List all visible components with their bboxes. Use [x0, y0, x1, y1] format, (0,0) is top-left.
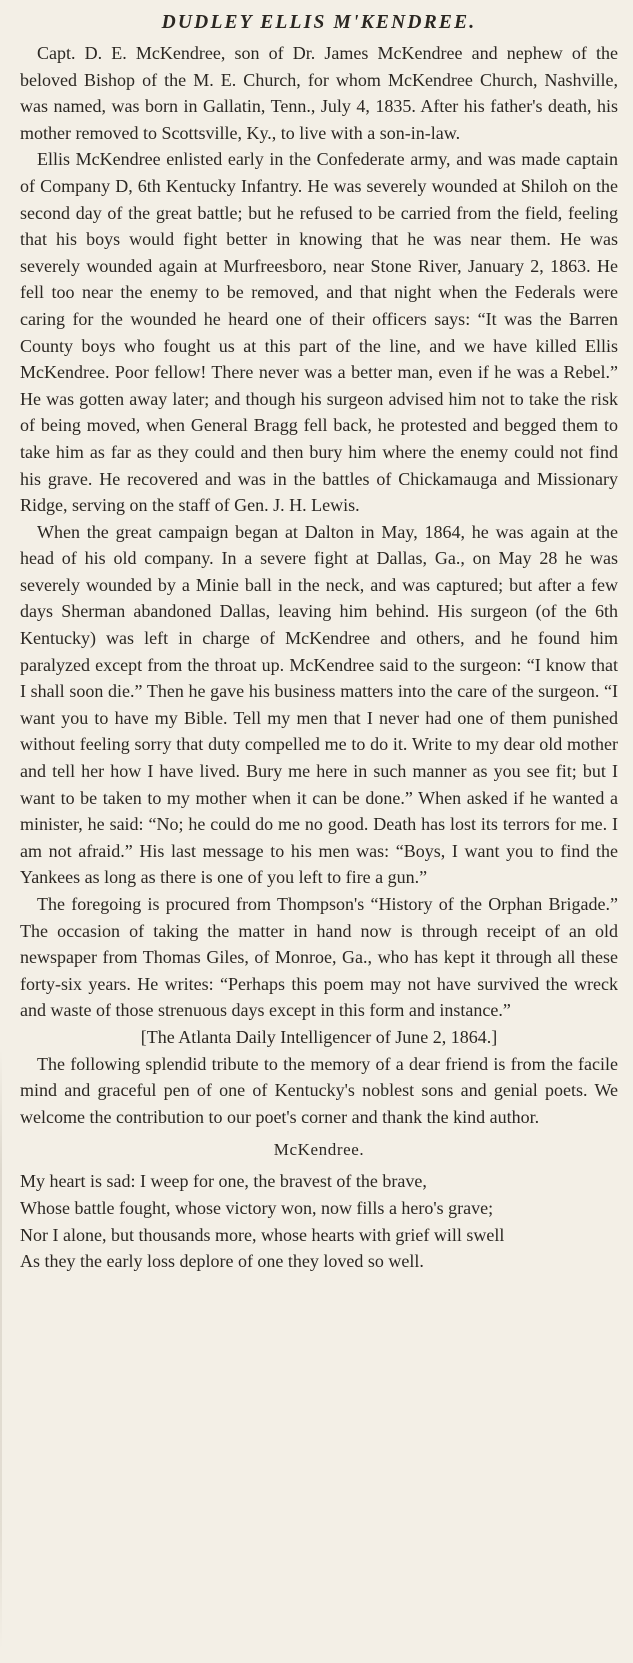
poem-title: McKendree. — [273, 1140, 365, 1160]
paragraph-tribute-intro: The following splendid tribute to the memory of a dear friend is from the facile mind and graceful pen of one of Kentucky's noblest sons and genial poets. We welcome the contribution to our poet's corner and thank the kind author. — [20, 1053, 618, 1127]
poem-line: Nor I alone, but thousands more, whose hearts with grief will swell — [20, 1224, 505, 1245]
poem-line: As they the early loss deplore of one they loved so well. — [20, 1251, 424, 1272]
paragraph-source-note: The foregoing is procured from Thompson's “History of the Orphan Brigade.” The occasion of taking the matter in hand now is through receipt of an old newspaper from Thomas Giles, of Monroe, Ga., who has kept it through all these forty-six years. He writes: “Perhaps this poem may not have survived the wreck and waste of those strenuous days except in this form and instance.” — [20, 894, 618, 1021]
paragraph-biography: Capt. D. E. McKendree, son of Dr. James McKendree and nephew of the beloved Bishop of the M. E. Church, for whom McKendree Church, Nashville, was named, was born in Gallatin, Tenn., July 4, 1835. After his father's death, his mother removed to Scottsville, Ky., to live with a son-in-law. — [20, 43, 618, 143]
newspaper-dateline: [The Atlanta Daily Intelligencer of June 2, 1864.] — [140, 1026, 498, 1047]
page-gutter-shadow — [0, 1050, 2, 1650]
paragraph-final-campaign: When the great campaign began at Dalton in May, 1864, he was again at the head of his old company. In a severe fight at Dallas, Ga., on May 28 he was severely wounded by a Minie ball in the neck, and was captured; but after a few days Sherman abandoned Dallas, leaving him behind. His surgeon (of the 6th Kentucky) was left in charge of McKendree and others, and he found him paralyzed except from the throat up. McKendree said to the surgeon: “I know that I shall soon die.” Then he gave his business matters into the care of the surgeon. “I want you to have my Bible. Tell my men that I never had one of them punished without feeling sorry that duty compelled me to do it. Write to my dear old mother and tell her how I have lived. Bury me here in such manner as you see fit; but I want to be taken to my mother when it can be done.” When asked if he wanted a minister, he said: “No; he could do me no good. Death has lost its terrors for me. I am not afraid.” His last message to his men was: “Boys, I want you to find the Yankees as long as there is one of you left to fire a gun.” — [20, 521, 618, 888]
poem-line: My heart is sad: I weep for one, the bravest of the brave, — [20, 1171, 427, 1192]
document-page — [20, 8, 618, 1658]
poem-line: Whose battle fought, whose victory won, now fills a hero's grave; — [20, 1197, 494, 1218]
poem-body — [20, 1168, 618, 1274]
paragraph-service: Ellis McKendree enlisted early in the Confederate army, and was made captain of Company D, 6th Kentucky Infantry. He was severely wounded at Shiloh on the second day of the great battle; but he refused to be carried from the field, feeling that his boys would fight better in knowing that he was near them. He was severely wounded again at Murfreesboro, near Stone River, January 2, 1863. He fell too near the enemy to be removed, and that night when the Federals were caring for the wounded he heard one of their officers says: “It was the Barren County boys who fought us at this part of the line, and we have killed Ellis McKendree. Poor fellow! There never was a better man, even if he was a Rebel.” He was gotten away later; and though his surgeon advised him not to take the risk of being moved, when General Bragg fell back, he protested and begged them to take him as far as they could and then bury him where the enemy could not find his grave. He recovered and was in the battles of Chickamauga and Missionary Ridge, serving on the staff of Gen. J. H. Lewis. — [20, 149, 618, 516]
article-title: DUDLEY ELLIS M'KENDREE. — [161, 12, 477, 33]
